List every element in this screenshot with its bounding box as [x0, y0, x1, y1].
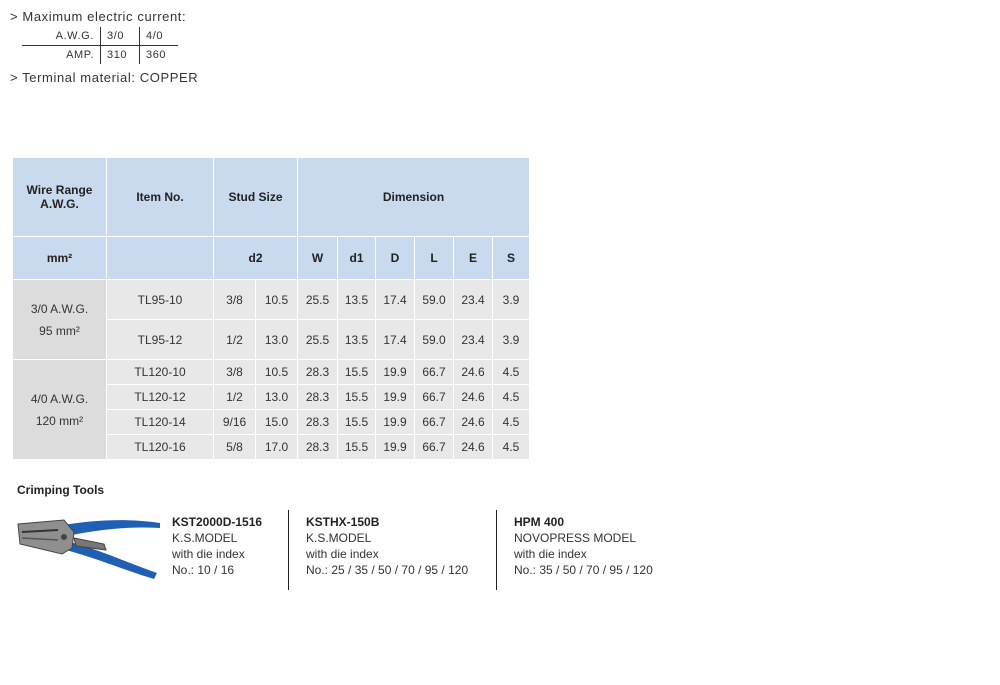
header-d1: d1 [338, 237, 376, 280]
crimping-pliers-icon [14, 510, 164, 582]
tool-block [172, 514, 262, 578]
tool-handle-lower [66, 542, 157, 579]
l-cell: 66.7 [415, 410, 454, 435]
tool-name: KST2000D-1516 [172, 515, 263, 529]
s-cell: 4.5 [493, 385, 530, 410]
crimping-tools-title: Crimping Tools [17, 483, 105, 497]
item-no-cell: TL95-10 [107, 280, 214, 320]
wire-range-cell: 3/0 A.W.G. 95 mm² [13, 280, 107, 360]
d-cell: 17.4 [376, 280, 415, 320]
header-mm2: mm² [13, 237, 107, 280]
header-e: E [454, 237, 493, 280]
s-cell: 4.5 [493, 410, 530, 435]
d2-cell: 10.5 [256, 280, 298, 320]
d-cell: 19.9 [376, 410, 415, 435]
e-cell: 24.6 [454, 360, 493, 385]
terminal-material: > Terminal material: COPPER [10, 70, 199, 85]
e-cell: 23.4 [454, 320, 493, 360]
l-cell: 66.7 [415, 435, 454, 460]
e-cell: 24.6 [454, 435, 493, 460]
e-cell: 24.6 [454, 385, 493, 410]
header-dimension: Dimension [298, 158, 530, 237]
d-cell: 19.9 [376, 385, 415, 410]
table-row [13, 360, 530, 385]
header-l: L [415, 237, 454, 280]
tool-die-index: with die index [514, 547, 587, 561]
d2-cell: 13.0 [256, 385, 298, 410]
tool-model: NOVOPRESS MODEL [514, 531, 637, 545]
d1-cell: 15.5 [338, 360, 376, 385]
header-stud-size: Stud Size [214, 158, 298, 237]
ampacity-value: 310 [101, 46, 140, 65]
d-cell: 19.9 [376, 435, 415, 460]
l-cell: 66.7 [415, 360, 454, 385]
l-cell: 59.0 [415, 280, 454, 320]
tool-divider [288, 510, 289, 590]
header-d: D [376, 237, 415, 280]
spec-table [12, 157, 530, 460]
d1-cell: 13.5 [338, 280, 376, 320]
s-cell: 3.9 [493, 280, 530, 320]
w-cell: 25.5 [298, 280, 338, 320]
w-cell: 28.3 [298, 385, 338, 410]
header-blank [107, 237, 214, 280]
header-s: S [493, 237, 530, 280]
l-cell: 66.7 [415, 385, 454, 410]
max-current-heading: > Maximum electric current: [10, 9, 187, 24]
d1-cell: 13.5 [338, 320, 376, 360]
item-no-cell: TL95-12 [107, 320, 214, 360]
tool-die-numbers: No.: 25 / 35 / 50 / 70 / 95 / 120 [306, 563, 469, 577]
table-row [13, 280, 530, 320]
stud-size-cell: 3/8 [214, 360, 256, 385]
ampacity-label: AMP. [22, 46, 101, 65]
item-no-cell: TL120-16 [107, 435, 214, 460]
tool-die-index: with die index [172, 547, 245, 561]
d2-cell: 13.0 [256, 320, 298, 360]
d2-cell: 15.0 [256, 410, 298, 435]
s-cell: 4.5 [493, 435, 530, 460]
d1-cell: 15.5 [338, 385, 376, 410]
d2-cell: 17.0 [256, 435, 298, 460]
d1-cell: 15.5 [338, 410, 376, 435]
w-cell: 25.5 [298, 320, 338, 360]
tool-pivot [61, 534, 67, 540]
header-d2: d2 [214, 237, 298, 280]
tool-block [514, 514, 653, 578]
stud-size-cell: 1/2 [214, 385, 256, 410]
w-cell: 28.3 [298, 410, 338, 435]
tool-die-numbers: No.: 10 / 16 [172, 563, 235, 577]
w-cell: 28.3 [298, 435, 338, 460]
tool-name: KSTHX-150B [306, 515, 380, 529]
tool-block [306, 514, 468, 578]
stud-size-cell: 5/8 [214, 435, 256, 460]
w-cell: 28.3 [298, 360, 338, 385]
tool-model: K.S.MODEL [306, 531, 372, 545]
d-cell: 19.9 [376, 360, 415, 385]
e-cell: 23.4 [454, 280, 493, 320]
tool-die-numbers: No.: 35 / 50 / 70 / 95 / 120 [514, 563, 653, 577]
e-cell: 24.6 [454, 410, 493, 435]
stud-size-cell: 3/8 [214, 280, 256, 320]
tool-name: HPM 400 [514, 515, 565, 529]
s-cell: 4.5 [493, 360, 530, 385]
header-w: W [298, 237, 338, 280]
d-cell: 17.4 [376, 320, 415, 360]
ampacity-value: 4/0 [140, 27, 179, 46]
header-item-no: Item No. [107, 158, 214, 237]
item-no-cell: TL120-14 [107, 410, 214, 435]
item-no-cell: TL120-10 [107, 360, 214, 385]
d1-cell: 15.5 [338, 435, 376, 460]
tool-divider [496, 510, 497, 590]
wire-range-cell: 4/0 A.W.G. 120 mm² [13, 360, 107, 460]
ampacity-value: 3/0 [101, 27, 140, 46]
d2-cell: 10.5 [256, 360, 298, 385]
ampacity-table [22, 27, 178, 64]
ampacity-value: 360 [146, 49, 167, 61]
header-wire-range-text: Wire Range A.W.G. [26, 183, 93, 211]
l-cell: 59.0 [415, 320, 454, 360]
stud-size-cell: 9/16 [214, 410, 256, 435]
tool-die-index: with die index [306, 547, 379, 561]
item-no-cell: TL120-12 [107, 385, 214, 410]
ampacity-row [22, 46, 178, 65]
ampacity-row [22, 27, 178, 46]
ampacity-label: A.W.G. [22, 27, 101, 46]
s-cell: 3.9 [493, 320, 530, 360]
header-wire-range [13, 158, 107, 237]
stud-size-cell: 1/2 [214, 320, 256, 360]
tool-model: K.S.MODEL [172, 531, 238, 545]
